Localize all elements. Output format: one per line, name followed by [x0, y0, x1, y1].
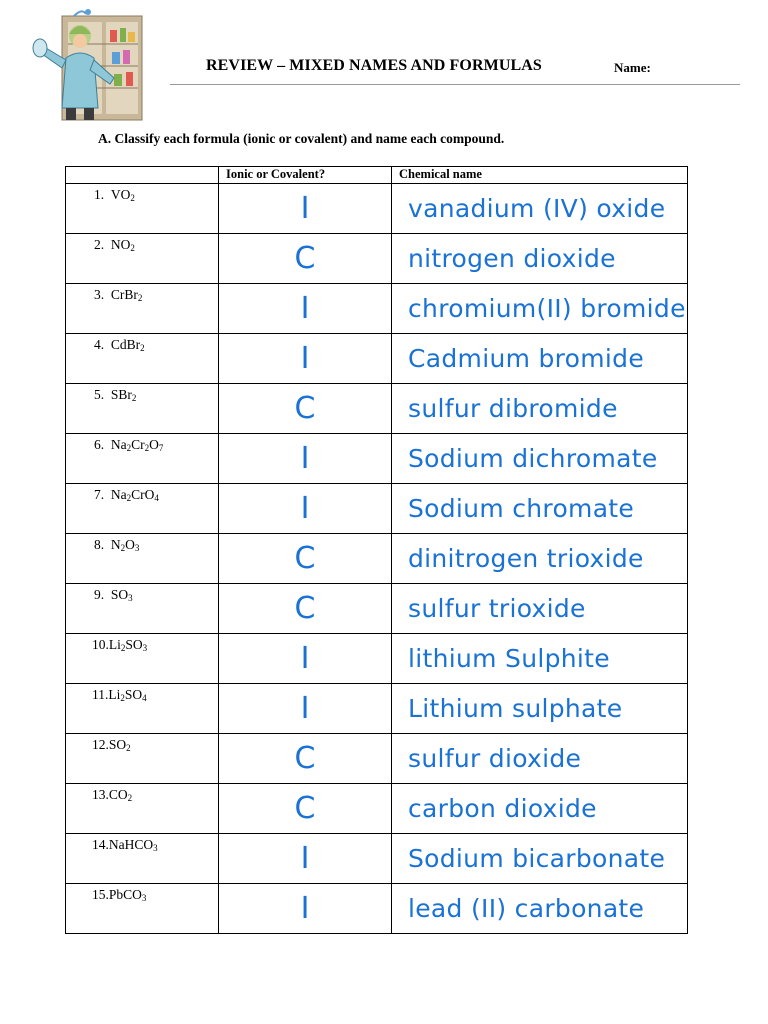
header-rule	[170, 84, 740, 85]
classification-answer: I	[219, 634, 392, 684]
formula-symbol: CdBr	[110, 337, 141, 352]
classification-answer: I	[219, 284, 392, 334]
classification-answer: C	[219, 234, 392, 284]
formula-cell	[66, 534, 219, 584]
formula-subscript: 7	[158, 443, 164, 453]
table-row	[66, 734, 688, 784]
row-number: 11.	[92, 687, 109, 702]
chemical-name-answer: vanadium (IV) oxide	[392, 184, 688, 234]
chemical-name-answer: sulfur dioxide	[392, 734, 688, 784]
formula-cell	[66, 184, 219, 234]
formula-cell	[66, 484, 219, 534]
classification-answer: I	[219, 184, 392, 234]
name-label: Name:	[614, 60, 651, 75]
classification-answer: C	[219, 584, 392, 634]
formula-symbol: SO	[124, 687, 143, 702]
formula-symbol: SO	[110, 587, 129, 602]
row-number: 2.	[94, 237, 105, 252]
table-row	[66, 834, 688, 884]
formula-symbol: SO	[108, 737, 127, 752]
row-number: 5.	[94, 387, 105, 402]
row-number: 10.	[92, 637, 109, 652]
formula-symbol: O	[125, 537, 135, 552]
formula-symbol: Na	[110, 437, 127, 452]
row-number: 15.	[92, 887, 109, 902]
row-number: 3.	[94, 287, 105, 302]
table-row	[66, 184, 688, 234]
formula-subscript: 3	[153, 843, 158, 853]
formula-subscript: 2	[126, 743, 131, 753]
formula-subscript: 2	[120, 693, 125, 703]
chemical-name-answer: lithium Sulphite	[392, 634, 688, 684]
formula-subscript: 3	[141, 893, 147, 903]
classification-answer: I	[219, 484, 392, 534]
formula-cell	[66, 584, 219, 634]
classification-answer: I	[219, 834, 392, 884]
header-ionic-covalent: Ionic or Covalent?	[219, 167, 392, 184]
table-row	[66, 334, 688, 384]
formula-subscript: 4	[142, 693, 147, 703]
formula-subscript: 3	[128, 593, 133, 603]
formula-cell	[66, 434, 219, 484]
formula-cell	[66, 684, 219, 734]
table-row	[66, 534, 688, 584]
row-number: 14.	[92, 837, 109, 852]
formula-subscript: 2	[131, 393, 137, 403]
table-row	[66, 884, 688, 934]
table-row	[66, 434, 688, 484]
formula-subscript: 2	[126, 443, 132, 453]
formula-symbol: N	[110, 537, 121, 552]
row-number: 8.	[94, 537, 105, 552]
page-title: REVIEW – MIXED NAMES AND FORMULAS	[206, 57, 542, 74]
formula-subscript: 2	[130, 193, 135, 203]
row-number: 13.	[92, 787, 109, 802]
chemical-name-answer: Lithium sulphate	[392, 684, 688, 734]
table-row	[66, 484, 688, 534]
formula-cell	[66, 284, 219, 334]
table-row	[66, 384, 688, 434]
formula-subscript: 2	[120, 543, 126, 553]
formula-subscript: 4	[154, 493, 159, 503]
row-number: 1.	[94, 187, 105, 202]
formula-symbol: SBr	[110, 387, 132, 402]
classification-answer: I	[219, 884, 392, 934]
row-number: 12.	[92, 737, 109, 752]
formula-cell	[66, 234, 219, 284]
chemical-name-answer: lead (II) carbonate	[392, 884, 688, 934]
classification-answer: I	[219, 684, 392, 734]
formula-subscript: 2	[130, 243, 135, 253]
row-number: 9.	[94, 587, 105, 602]
formula-cell	[66, 884, 219, 934]
scientist-clipart	[22, 8, 172, 126]
header-formula	[66, 167, 219, 184]
classification-answer: I	[219, 334, 392, 384]
row-number: 7.	[94, 487, 105, 502]
formula-cell	[66, 734, 219, 784]
formula-cell	[66, 334, 219, 384]
formula-symbol: NO	[110, 237, 131, 252]
formula-subscript: 2	[120, 643, 126, 653]
formula-symbol: Cr	[131, 437, 145, 452]
classification-answer: C	[219, 784, 392, 834]
formula-symbol: PbCO	[108, 887, 142, 902]
formula-subscript: 2	[144, 443, 150, 453]
formula-symbol: Na	[110, 487, 127, 502]
chemical-name-answer: chromium(II) bromide	[392, 284, 688, 334]
chemical-name-answer: Cadmium bromide	[392, 334, 688, 384]
formula-symbol: CrO	[131, 487, 155, 502]
table-row	[66, 684, 688, 734]
formula-symbol: SO	[125, 637, 143, 652]
table-row	[66, 784, 688, 834]
chemical-name-answer: nitrogen dioxide	[392, 234, 688, 284]
row-number: 6.	[94, 437, 105, 452]
formula-cell	[66, 384, 219, 434]
chemical-name-answer: carbon dioxide	[392, 784, 688, 834]
chemical-name-answer: sulfur dibromide	[392, 384, 688, 434]
section-instruction: A. Classify each formula (ionic or covalent) and name each compound.	[98, 131, 505, 146]
formula-cell	[66, 634, 219, 684]
formula-subscript: 2	[137, 293, 143, 303]
row-number: 4.	[94, 337, 105, 352]
table-row	[66, 234, 688, 284]
formula-subscript: 2	[140, 343, 145, 353]
table-row	[66, 634, 688, 684]
formula-symbol: CO	[108, 787, 128, 802]
chemical-name-answer: Sodium dichromate	[392, 434, 688, 484]
formula-symbol: Li	[108, 637, 121, 652]
formula-symbol: VO	[110, 187, 131, 202]
formula-symbol: CrBr	[110, 287, 138, 302]
chemical-name-answer: Sodium bicarbonate	[392, 834, 688, 884]
compounds-table	[65, 166, 688, 934]
formula-symbol: O	[149, 437, 159, 452]
classification-answer: I	[219, 434, 392, 484]
table-row	[66, 284, 688, 334]
table-row	[66, 584, 688, 634]
formula-symbol: Li	[108, 687, 121, 702]
chemical-name-answer: dinitrogen trioxide	[392, 534, 688, 584]
chemical-name-answer: sulfur trioxide	[392, 584, 688, 634]
formula-subscript: 3	[142, 643, 148, 653]
formula-symbol: NaHCO	[108, 837, 154, 852]
formula-cell	[66, 784, 219, 834]
chemical-name-answer: Sodium chromate	[392, 484, 688, 534]
classification-answer: C	[219, 534, 392, 584]
formula-subscript: 2	[127, 793, 133, 803]
formula-cell	[66, 834, 219, 884]
classification-answer: C	[219, 384, 392, 434]
formula-subscript: 3	[134, 543, 140, 553]
table-header-row	[66, 167, 688, 184]
formula-subscript: 2	[126, 493, 132, 503]
classification-answer: C	[219, 734, 392, 784]
header-chemical-name: Chemical name	[392, 167, 688, 184]
